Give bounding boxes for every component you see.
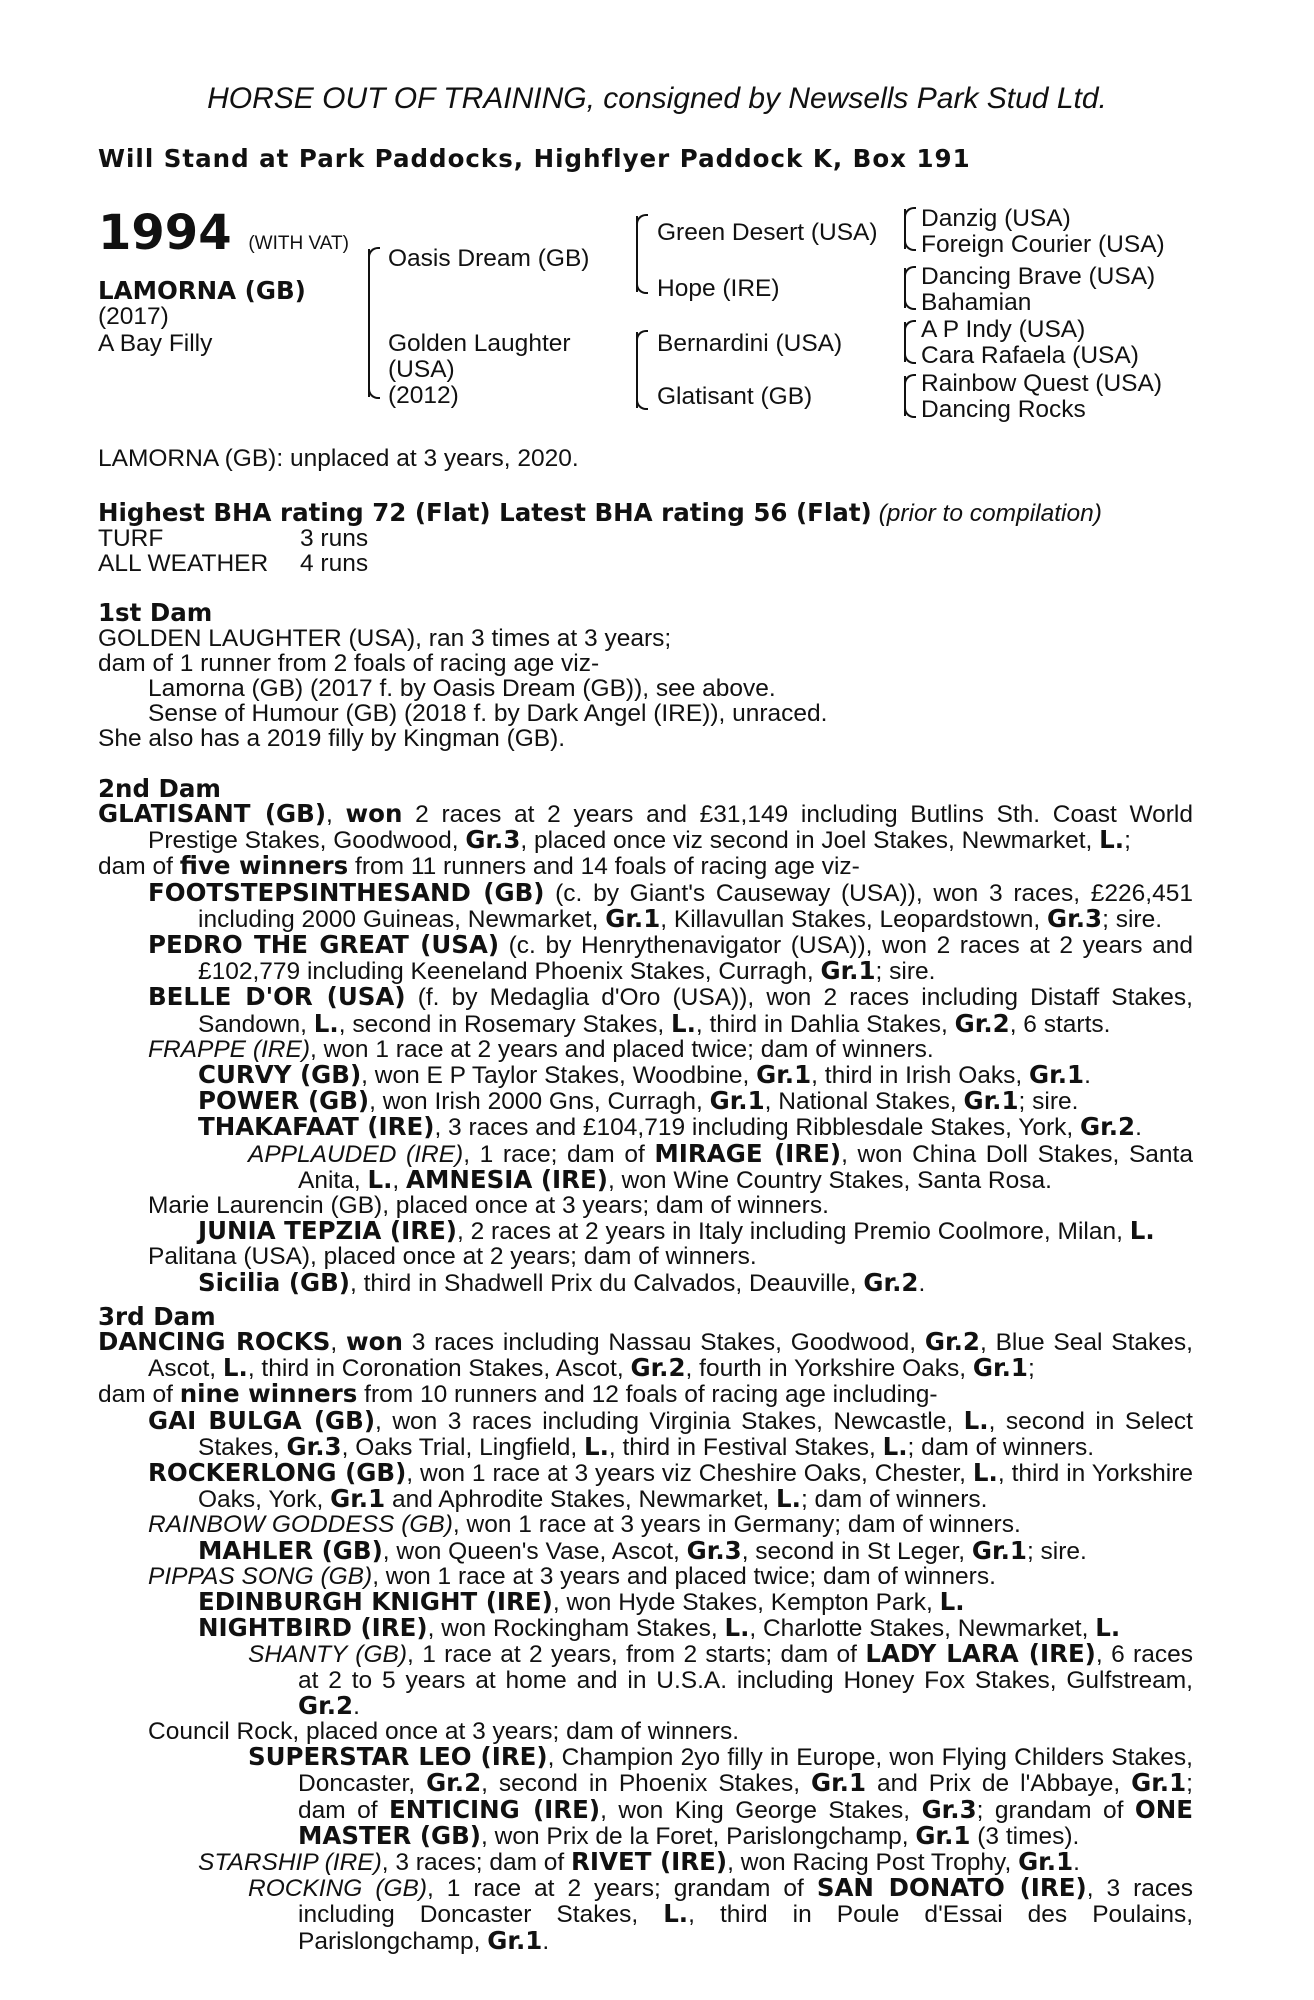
pedigree-dd: Glatisant (GB)	[657, 383, 813, 410]
aw-runs: 4 runs	[300, 550, 369, 577]
progeny-entry: BELLE D'OR (USA) (f. by Medaglia d'Oro (USA)), won 2 races including Distaff Stakes, Sandown, L., second in Rosemary Stakes, L., third in Dahlia Stakes, Gr.2, 6 starts.	[148, 982, 1193, 1038]
pedigree-sds: Dancing Brave (USA)	[921, 263, 1156, 290]
pedigree-ssd: Foreign Courier (USA)	[921, 231, 1165, 258]
progeny-entry: Marie Laurencin (GB), placed once at 3 years; dam of winners.	[148, 1192, 829, 1220]
first-dam-heading: 1st Dam	[98, 598, 213, 627]
dam-entry: GLATISANT (GB), won 2 races at 2 years and £31,149 including Butlins Sth. Coast World Prestige Stakes, Goodwood, Gr.3, placed once viz second in Joel Stakes, Newmarket, L.;	[98, 799, 1193, 855]
progeny-entry: STARSHIP (IRE), 3 races; dam of RIVET (IRE), won Racing Post Trophy, Gr.1.	[198, 1847, 1080, 1877]
horse-year: (2017)	[98, 303, 169, 330]
progeny-entry: THAKAFAAT (IRE), 3 races and £104,719 including Ribblesdale Stakes, York, Gr.2.	[198, 1112, 1142, 1142]
pedigree-dam: Golden Laughter	[388, 330, 571, 357]
horse-description: A Bay Filly	[98, 330, 213, 357]
race-summary: LAMORNA (GB): unplaced at 3 years, 2020.	[98, 445, 579, 472]
pedigree-ddd: Dancing Rocks	[921, 396, 1086, 423]
progeny-entry: PIPPAS SONG (GB), won 1 race at 3 years and placed twice; dam of winners.	[148, 1562, 996, 1590]
progeny-entry: MAHLER (GB), won Queen's Vase, Ascot, Gr.3, second in St Leger, Gr.1; sire.	[198, 1535, 1087, 1565]
first-dam-line: She also has a 2019 filly by Kingman (GB).	[98, 725, 566, 752]
second-dam-body	[98, 801, 1193, 1296]
pedigree-brace-1	[368, 249, 370, 397]
bha-ratings-text: Highest BHA rating 72 (Flat) Latest BHA rating 56 (Flat)	[98, 498, 872, 527]
progeny-entry: APPLAUDED (IRE), 1 race; dam of MIRAGE (IRE), won China Doll Stakes, Santa Anita, L., AMNESIA (IRE), won Wine Country Stakes, Santa Rosa.	[248, 1138, 1193, 1194]
pedigree-brace-4	[904, 209, 906, 249]
second-dam-heading: 2nd Dam	[98, 774, 221, 803]
page-title: HORSE OUT OF TRAINING, consigned by Newsells Park Stud Ltd.	[207, 82, 1107, 115]
third-dam-heading: 3rd Dam	[98, 1302, 216, 1331]
lot-number	[98, 205, 349, 269]
progeny-entry: Palitana (USA), placed once at 2 years; dam of winners.	[148, 1243, 757, 1271]
pedigree-dam-year: (2012)	[388, 382, 459, 409]
dam-entry: dam of nine winners from 10 runners and 12 foals of racing age including-	[98, 1379, 938, 1409]
aw-label: ALL WEATHER	[98, 550, 269, 577]
horse-name: LAMORNA (GB)	[98, 276, 306, 305]
pedigree-brace-2	[636, 216, 638, 292]
pedigree-dsd: Cara Rafaela (USA)	[921, 342, 1139, 369]
turf-label: TURF	[98, 525, 164, 552]
progeny-entry: PEDRO THE GREAT (USA) (c. by Henrythenavigator (USA)), won 2 races at 2 years and £102,779 including Keeneland Phoenix Stakes, Curragh, Gr.1; sire.	[148, 930, 1193, 986]
first-dam-line: Sense of Humour (GB) (2018 f. by Dark Angel (IRE)), unraced.	[148, 700, 828, 727]
pedigree-brace-5	[904, 268, 906, 308]
progeny-entry: ROCKERLONG (GB), won 1 race at 3 years viz Cheshire Oaks, Chester, L., third in Yorkshire Oaks, York, Gr.1 and Aphrodite Stakes, Newmarket, L.; dam of winners.	[148, 1458, 1194, 1514]
bha-ratings	[98, 500, 1102, 527]
progeny-entry: ROCKING (GB), 1 race at 2 years; grandam of SAN DONATO (IRE), 3 races including Doncaster Stakes, L., third in Poule d'Essai des Poulains, Parislongchamp, Gr.1.	[248, 1873, 1194, 1955]
pedigree-sire: Oasis Dream (GB)	[388, 245, 590, 272]
progeny-entry: GAI BULGA (GB), won 3 races including Virginia Stakes, Newcastle, L., second in Select Stakes, Gr.3, Oaks Trial, Lingfield, L., third in Festival Stakes, L.; dam of winners.	[148, 1405, 1193, 1461]
progeny-entry: SUPERSTAR LEO (IRE), Champion 2yo filly in Europe, won Flying Childers Stakes, Doncaster, Gr.2, second in Phoenix Stakes, Gr.1 and Prix de l'Abbaye, Gr.1; dam of ENTICING (IRE), won King George Stakes, Gr.3; grandam of ONE MASTER (GB), won Prix de la Foret, Parislongchamp, Gr.1 (3 times).	[248, 1742, 1193, 1850]
lot-number-value: 1994	[98, 205, 232, 261]
pedigree-ss: Green Desert (USA)	[657, 219, 878, 246]
bha-ratings-note: (prior to compilation)	[878, 500, 1102, 527]
third-dam-body	[98, 1329, 1193, 1954]
first-dam-line: GOLDEN LAUGHTER (USA), ran 3 times at 3 years;	[98, 625, 672, 652]
pedigree-dss: A P Indy (USA)	[921, 316, 1086, 343]
progeny-entry: Sicilia (GB), third in Shadwell Prix du Calvados, Deauville, Gr.2.	[198, 1267, 926, 1297]
progeny-entry: CURVY (GB), won E P Taylor Stakes, Woodbine, Gr.1, third in Irish Oaks, Gr.1.	[198, 1060, 1091, 1090]
turf-runs: 3 runs	[300, 525, 369, 552]
dam-entry: dam of five winners from 11 runners and 14 foals of racing age viz-	[98, 851, 860, 881]
first-dam-line: dam of 1 runner from 2 foals of racing age viz-	[98, 650, 600, 677]
vat-note: (WITH VAT)	[248, 233, 349, 254]
pedigree-ds: Bernardini (USA)	[657, 330, 843, 357]
pedigree-brace-6	[904, 322, 906, 362]
progeny-entry: POWER (GB), won Irish 2000 Gns, Curragh, Gr.1, National Stakes, Gr.1; sire.	[198, 1086, 1079, 1116]
pedigree-sss: Danzig (USA)	[921, 205, 1071, 232]
progeny-entry: Council Rock, placed once at 3 years; dam of winners.	[148, 1718, 740, 1746]
pedigree-dds: Rainbow Quest (USA)	[921, 370, 1163, 397]
dam-entry: DANCING ROCKS, won 3 races including Nassau Stakes, Goodwood, Gr.2, Blue Seal Stakes, Ascot, L., third in Coronation Stakes, Ascot, Gr.2, fourth in Yorkshire Oaks, Gr.1;	[98, 1327, 1193, 1383]
location-line: Will Stand at Park Paddocks, Highflyer Paddock K, Box 191	[98, 144, 971, 173]
progeny-entry: SHANTY (GB), 1 race at 2 years, from 2 starts; dam of LADY LARA (IRE), 6 races at 2 to 5 years at home and in U.S.A. including Honey Fox Stakes, Gulfstream, Gr.2.	[248, 1639, 1193, 1720]
progeny-entry: JUNIA TEPZIA (IRE), 2 races at 2 years in Italy including Premio Coolmore, Milan, L.	[198, 1216, 1155, 1246]
pedigree-sdd: Bahamian	[921, 289, 1032, 316]
first-dam-line: Lamorna (GB) (2017 f. by Oasis Dream (GB)), see above.	[148, 675, 776, 702]
pedigree-sd: Hope (IRE)	[657, 275, 780, 302]
progeny-entry: NIGHTBIRD (IRE), won Rockingham Stakes, L., Charlotte Stakes, Newmarket, L.	[198, 1613, 1121, 1643]
progeny-entry: RAINBOW GODDESS (GB), won 1 race at 3 years in Germany; dam of winners.	[148, 1511, 1021, 1539]
pedigree-brace-7	[904, 376, 906, 416]
progeny-entry: FOOTSTEPSINTHESAND (GB) (c. by Giant's Causeway (USA)), won 3 races, £226,451 including 2000 Guineas, Newmarket, Gr.1, Killavullan Stakes, Leopardstown, Gr.3; sire.	[148, 877, 1193, 933]
progeny-entry: EDINBURGH KNIGHT (IRE), won Hyde Stakes, Kempton Park, L.	[198, 1587, 965, 1617]
progeny-entry: FRAPPE (IRE), won 1 race at 2 years and placed twice; dam of winners.	[148, 1035, 934, 1063]
pedigree-dam-country: (USA)	[388, 356, 455, 383]
pedigree-brace-3	[636, 332, 638, 408]
